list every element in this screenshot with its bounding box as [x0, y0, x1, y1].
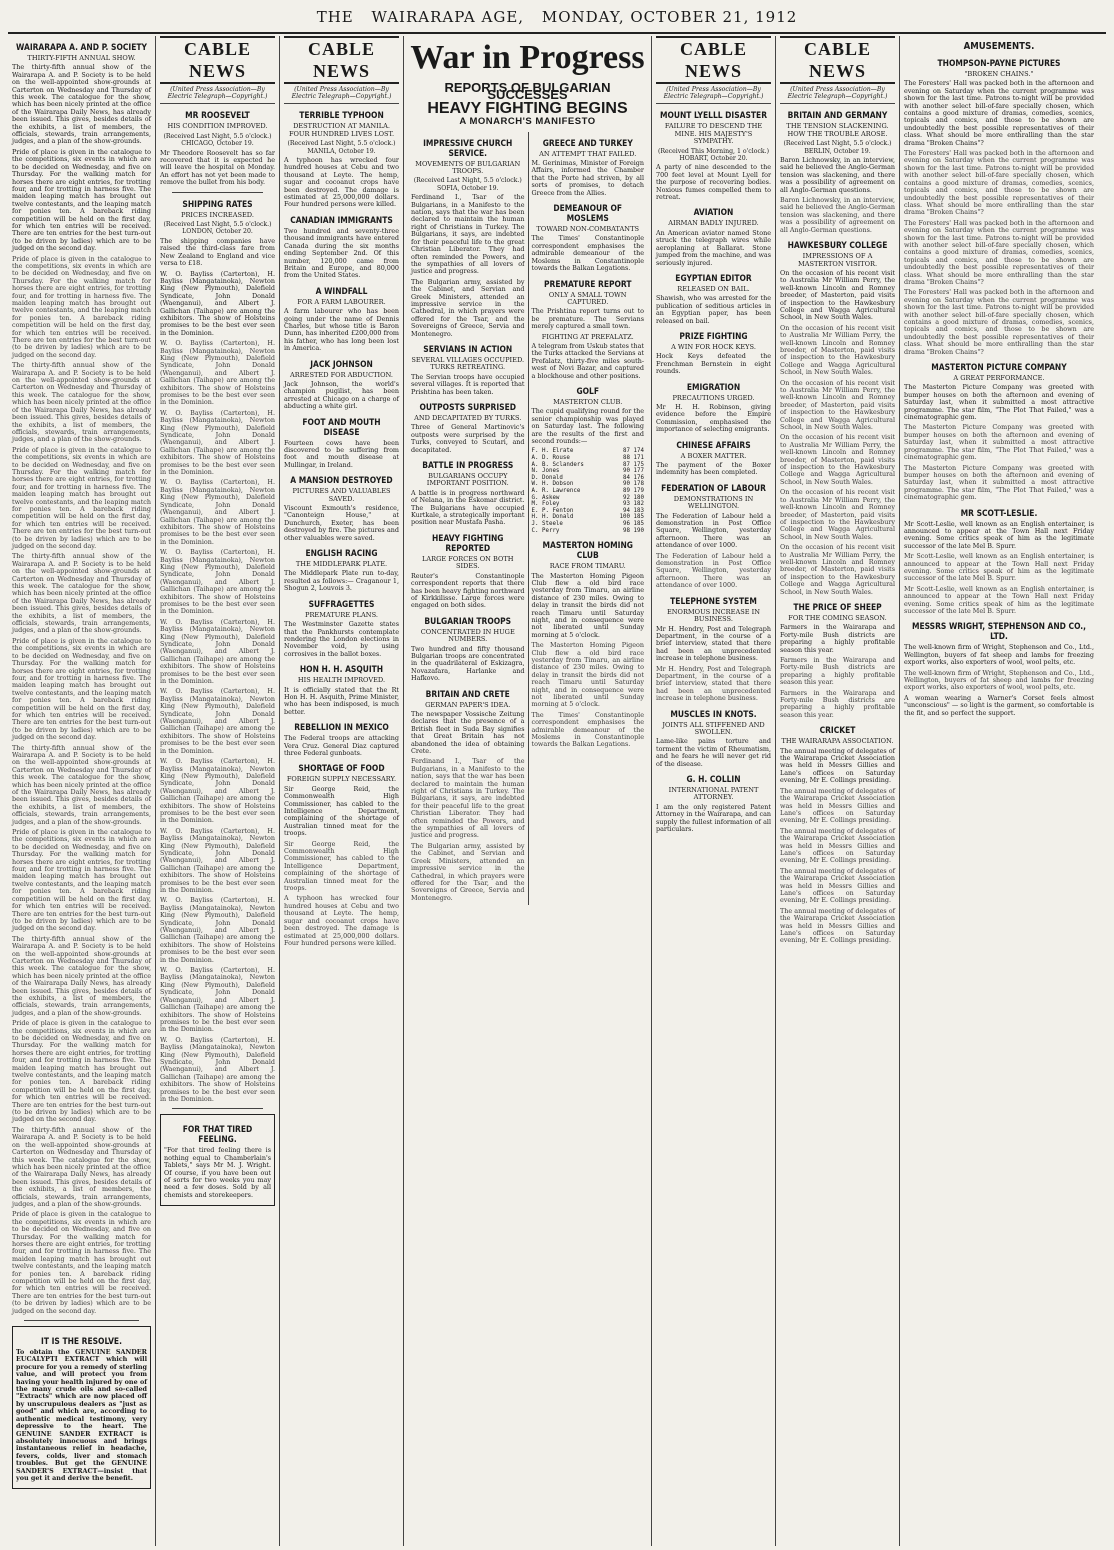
heading: EMIGRATION — [686, 381, 741, 392]
ad-heading: FOR THAT TIRED FEELING. — [182, 1124, 253, 1145]
article-text: W. O. Bayliss (Carterton), H. Bayliss (Mangatainoka), Newton King (New Plymouth), Dalefield Syndicate, John Donald (Waenganui), and Albert J. Gallichan (Taihape) are among the exhibitors. The show of Holsteins promises to be the best ever seen in the Dominion. — [160, 548, 275, 616]
heading: IMPRESSIVE CHURCH SERVICE. — [423, 137, 513, 158]
score-row — [532, 521, 645, 528]
dateline: (Received Last Night, 5.5 o'clock.) MANILA, October 19. — [287, 140, 396, 155]
article-text: The Times' Constantinople correspondent emphasises the admirable demeanour of the Moslems in Constantinople towards the Balkan Legations. — [531, 234, 644, 273]
masthead-title: WAIRARAPA AGE, — [371, 8, 525, 26]
subheading: GERMAN PAPER'S IDEA. — [425, 700, 511, 709]
heading: HEAVY FIGHTING REPORTED — [432, 532, 504, 553]
columns — [8, 36, 1106, 1546]
heading: AVIATION — [693, 207, 734, 218]
article-text: Pride of place is given in the catalogue to the competitions, six events in which are to be decided on Wednesday, and five on Thursday. For the walking match for horses there are eight entries, for trotting four, and for trotting in harness five. The maiden leaping match has brought out twelve contestants, and the leaping match for ponies ten. A bareback riding competition will be held on the first day, for which ten entries will be received. There are ten entries for the best turn-out (to be driven by ladies) which are to be judged on the second day. — [12, 254, 151, 359]
heading: BULGARIAN TROOPS — [424, 615, 512, 626]
subheading: A WIN FOR HOCK KEYS. — [671, 342, 756, 351]
article-text: On the occasion of his recent visit to Australia Mr William Perry, the well-known Lincoln and Romney breeder, of Masterton, paid visits of inspection to the Hawkesbury College and Wagga Agricultural School, in New South Wales. — [780, 268, 895, 322]
dateline: (Received Last Night, 5.5 o'clock.) LONDON, October 20. — [163, 221, 272, 236]
article-text: Pride of place is given in the catalogue to the competitions, six events in which are to be decided on Wednesday, and five on Thursday. For the walking match for horses there are eight entries, for trotting four, and for trotting in harness five. The maiden leaping match has brought out twelve contestants, and the leaping match for ponies ten. A bareback riding competition will be held on the first day, for which ten entries will be received. There are ten entries for the best turn-out (to be driven by ladies) which are to be judged on the second day. — [12, 445, 151, 550]
golf-scores — [532, 448, 645, 534]
advertisement — [12, 1326, 151, 1489]
masthead-date: MONDAY, OCTOBER 21, 1912 — [541, 8, 798, 26]
war-twin-columns — [408, 132, 647, 906]
heading: SERVIANS IN ACTION — [423, 343, 513, 354]
heading: WAIRARAPA A. AND P. SOCIETY — [16, 42, 147, 52]
article-text: Pride of place is given in the catalogue to the competitions, six events in which are to be decided on Wednesday, and five on Thursday. For the walking match for horses there are eight entries, for trotting four, and for trotting in harness five. The maiden leaping match has brought out twelve contestants, and the leaping match for ponies ten. A bareback riding competition will be held on the first day, for which ten entries will be received. There are ten entries for the best turn-out (to be driven by ladies) which are to be judged on the second day. — [12, 636, 151, 742]
subheading: FAILURE TO DESCEND THE MINE. HIS MAJESTY'S SYMPATHY. — [664, 122, 763, 146]
article-text: Mr H. Hendry, Post and Telegraph Department, in the course of a brief interview, stated that there had been an unprecedented increase in telephone business. — [656, 624, 771, 663]
score-row — [532, 462, 645, 469]
player-score: 90 178 — [623, 481, 644, 488]
article-text: Viscount Exmouth's residence, "Canonteign House," at Dunchurch, Exeter, has been destroyed by fire. The pictures and other valuables were saved. — [284, 504, 399, 542]
masthead-rule — [8, 32, 1106, 34]
article-text: Two hundred and fifty thousand Bulgarian troops are concentrated in the quadrilateral of Eskizagra, Novazafara, Harlanke and Hafkovo. — [411, 644, 525, 683]
divider — [24, 1320, 139, 1321]
article-text: Farmers in the Wairarapa and Forty-mile Bush districts are preparing a highly profitable season this year. — [780, 656, 895, 687]
war-left — [408, 132, 528, 906]
subheading: "BROKEN CHAINS." — [964, 70, 1034, 78]
subheading: MOVEMENTS OF BULGARIAN TROOPS. — [415, 159, 521, 176]
article-text: Reuter's Constantinople correspondent reports that there has been heavy fighting northward of Kirkkilisse. Large forces were engaged on both sides. — [411, 571, 525, 610]
heading: TELEPHONE SYSTEM — [670, 595, 757, 606]
article-text: Shawish, who was arrested for the publication of seditious articles in an Egyptian paper, has been released on bail. — [656, 294, 771, 325]
player-score: 96 185 — [623, 520, 644, 527]
player-score: 92 180 — [623, 494, 644, 501]
heading: HON H. H. ASQUITH — [299, 664, 384, 675]
article-text: Ferdinand I., Tsar of the Bulgarians, in a Manifesto to the nation, says that the war has been declared to maintain the human right of Christians in Turkey. The Bulgarians, it says, are indebted for their peaceful life to the great Christian Liberator. They had often reminded the Powers, and the sympathies of all lovers of justice and progress. — [411, 193, 525, 276]
article-text: Hock Keys defeated the Frenchman Bernstein in eight rounds. — [656, 352, 771, 376]
dateline: (Received Last Night, 5.5 o'clock.) BERLIN, October 19. — [783, 140, 892, 155]
dateline: (Received Last Night, 5.5 o'clock.) CHICAGO, October 19. — [163, 132, 272, 148]
divider — [172, 192, 263, 193]
heading: CRICKET — [819, 725, 856, 736]
article-text: The Bulgarian army, assisted by the Cabinet, and Servian and Greek Ministers, attended an impressive service in the Cathedral, in which prayers were offered for the Tsar, and the Sovereigns of Greece, Servia and Montenegro. — [411, 277, 525, 338]
subheading: ENORMOUS INCREASE IN BUSINESS. — [666, 607, 761, 624]
score-row — [532, 475, 645, 482]
article-text: The Masterton Homing Pigeon Club flew a old bird race yesterday from Timaru, an airline distance of 230 miles. Owing to delay in transit the birds did not reach Timaru until Saturday night, and in consequence were not liberated until Sunday morning at 5 o'clock. — [531, 571, 644, 639]
cable-news-banner: CABLE NEWS — [284, 36, 399, 84]
player-name: G. Askew — [531, 494, 560, 501]
subheading: FOR A FARM LABOURER. — [297, 297, 386, 306]
player-name: H. H. Donald — [531, 514, 574, 521]
divider — [172, 1108, 263, 1109]
article-text: The Prishtina report turns out to be premature. The Servians merely captured a small town. — [531, 307, 644, 331]
article-text: Farmers in the Wairarapa and Forty-mile Bush districts are preparing a highly profitable season this year. — [780, 688, 895, 719]
heading: TERRIBLE TYPHOON — [299, 110, 384, 121]
article-text: Mr Scott-Leslie, well known as an English entertainer, is announced to appear at the Town Hall next Friday evening. Some critics speak of him as the legitimate successor of the late Mel B. Spurr. — [904, 584, 1094, 615]
heading: CANADIAN IMMIGRANTS — [290, 214, 393, 225]
player-score: 90 177 — [623, 468, 644, 475]
player-score: 87 175 — [623, 461, 644, 468]
article-text: The annual meeting of delegates of the Wairarapa Cricket Association was held in Messrs Gillies and Lane's offices on Saturday evening, Mr E. Collings presiding. — [780, 786, 895, 825]
article-text: M. Gerinimas, Minister of Foreign Affairs, informed the Chamber that the Porte had striven, by all sorts of promises, to detach Greece from the Allies. — [531, 159, 644, 197]
article-text: The payment of the Boxer indemnity has been completed. — [656, 461, 771, 477]
article-text: The thirty-fifth annual show of the Wairarapa A. and P. Society is to be held on the well-appointed show-grounds at Carterton on Wednesday and Thursday of this week. The catalogue for the show, which has been nicely printed at the office of the Wairarapa Daily News, has already been issued. This gives, besides details of the exhibits, a list of members, the officials, stewards, train arrangements, judges, and a plan of the show-grounds. — [12, 743, 151, 826]
article-text: Mr Theodore Roosevelt has so far recovered that it is expected he will leave the hospital on Monday. An effort has not yet been made to remove the bullet from his body. — [160, 148, 275, 187]
subheading: MASTERTON CLUB. — [553, 397, 623, 406]
subheading: RELEASED ON BAIL. — [677, 284, 750, 293]
player-name: A. D. Rouse — [531, 455, 570, 461]
subheading: PRECAUTIONS URGED. — [672, 393, 755, 402]
article-text: A woman wearing a Warner's Corset feels almost "unconscious" — so light is the garment, so comfortable is the fit, and so perfect the support. — [904, 693, 1094, 717]
subheading: PICTURES AND VALUABLES SAVED. — [292, 487, 391, 503]
article-text: The newspaper Vossische Zeitung declares that the presence of a British fleet in Suda Bay signifies that Great Britain has not abandoned the idea of obtaining Crete. — [411, 709, 525, 755]
heading: THOMPSON-PAYNE PICTURES — [937, 58, 1061, 68]
subheading: IMPRESSIONS OF A MASTERTON VISITOR. — [797, 252, 878, 268]
subheading: A BOXER MATTER. — [680, 451, 747, 460]
heading: HAWKESBURY COLLEGE — [787, 240, 888, 251]
heading: SHORTAGE OF FOOD — [298, 763, 385, 774]
subheading: FOREIGN SUPPLY NECESSARY. — [286, 775, 397, 784]
subheading: RACE FROM TIMARU. — [549, 562, 626, 571]
player-name: W. H. Dobson — [531, 481, 574, 488]
score-row — [532, 495, 645, 502]
heading: DEMEANOUR OF MOSLEMS — [553, 203, 623, 224]
article-text: The well-known firm of Wright, Stephenson and Co., Ltd., Wellington, buyers of fat sheep and lambs for freezing export works, also exporters of wool, wool pelts, etc. — [904, 643, 1094, 667]
ad-heading: IT IS THE RESOLVE. — [41, 1336, 122, 1347]
heading: FOOT AND MOUTH DISEASE — [302, 416, 381, 437]
article-text: Three of General Martinovic's outposts were surprised by the Turks, conveyed to Scutari, and decapitated. — [411, 423, 525, 454]
player-score: 89 179 — [623, 487, 644, 494]
heading: BATTLE IN PROGRESS — [422, 460, 514, 471]
article-text: Jack Johnson, the world's champion pugilist, has been arrested at Chicago on a charge of abducting a white girl. — [284, 379, 399, 411]
heading: MUSCLES IN KNOTS. — [670, 708, 757, 719]
subheading: INTERNATIONAL PATENT ATTORNEY. — [668, 786, 759, 802]
subheading: AN ATTEMPT THAT FAILED. — [539, 149, 637, 158]
player-name: A. B. Sclanders — [531, 461, 584, 468]
article-text: The thirty-fifth annual show of the Wairarapa A. and P. Society is to be held on the well-appointed show-grounds at Carterton on Wednesday and Thursday of this week. The catalogue for the show, which has been nicely printed at the office of the Wairarapa Daily News, has already been issued. This gives, besides details of the exhibits, a list of members, the officials, stewards, train arrangements, judges, and a plan of the show-grounds. — [12, 1125, 151, 1208]
masthead — [0, 8, 1114, 30]
article-text: The thirty-fifth annual show of the Wairarapa A. and P. Society is to be held on the well-appointed show-grounds at Carterton on Wednesday and Thursday of this week. The catalogue for the show, which has been nicely printed at the office of the Wairarapa Daily News, has already been issued. This gives, besides details of the exhibits, a list of members, the officials, stewards, train arrangements, judges, and a plan of the show-grounds. — [12, 552, 151, 635]
heading: REBELLION IN MEXICO — [294, 722, 389, 733]
article-text: The Foresters' Hall was packed both in the afternoon and evening on Saturday when the current programme was shown for the last time. Patrons to-night will be provided with another select bill-of-fare specially chosen, which contains a good mixture of dramas, comedies, scenics, topicals and comics, and those to be shown are undoubtedly the best possible representatives of their class. What should be more enthralling than the star drama "Broken Chains"? — [904, 218, 1094, 286]
subheading: CONCENTRATED IN HUGE NUMBERS. — [420, 627, 515, 644]
war-headline: War in Progress — [410, 39, 645, 76]
score-row — [532, 468, 645, 475]
subheading: JOINTS ALL STIFFENED AND SWOLLEN. — [662, 720, 765, 736]
heading: PREMATURE REPORT — [544, 278, 632, 289]
subheading: THIRTY-FIFTH ANNUAL SHOW. — [27, 54, 136, 62]
article-text: The Masterton Picture Company was greeted with bumper houses on both the afternoon and evening of Saturday last, when it submitted a most attractive programme. The star film, "The Plot That Failed," was a cinematographic gem. — [904, 463, 1094, 502]
article-text: The Masterton Picture Company was greeted with bumper houses on both the afternoon and evening of Saturday last, when it submitted a most attractive programme. The star film, "The Plot That Failed," was a cinematographic gem. — [904, 383, 1094, 422]
article-text: The Times' Constantinople correspondent emphasises the admirable demeanour of the Moslems in Constantinople towards the Balkan Legations. — [531, 710, 644, 749]
subheading: ARRESTED FOR ABDUCTION. — [289, 370, 393, 379]
article-text: The shipping companies have raised the third-class fare from New Zealand to England and vice versa to £18. — [160, 236, 275, 268]
article-text: A farm labourer who has been going under the name of Dennis Charles, but whose title is Baron Dunn, has inherited £200,000 from his father, who has long been lost in America. — [284, 307, 399, 353]
subheading: HIS HEALTH IMPROVED. — [297, 676, 386, 685]
article-text: The thirty-fifth annual show of the Wairarapa A. and P. Society is to be held on the well-appointed show-grounds at Carterton on Wednesday and Thursday of this week. The catalogue for the show, which has been nicely printed at the office of the Wairarapa Daily News, has already been issued. This gives, besides details of the exhibits, a list of members, the officials, stewards, train arrangements, judges, and a plan of the show-grounds. — [12, 63, 151, 146]
column-6 — [652, 36, 776, 1546]
war-right — [528, 132, 648, 906]
dateline: (Received Last Night, 5.5 o'clock.) SOFIA, October 19. — [413, 177, 522, 192]
article-text: The well-known firm of Wright, Stephenson and Co., Ltd., Wellington, buyers of fat sheep and lambs for freezing export works, also exporters of wool, wool pelts, etc. — [904, 668, 1094, 692]
subheading: BULGARIANS OCCUPY IMPORTANT POSITION. — [426, 472, 509, 488]
article-text: Pride of place is given in the catalogue to the competitions, six events in which are to be decided on Wednesday, and five on Thursday. For the walking match for horses there are eight entries, for trotting four, and for trotting in harness five. The maiden leaping match has brought out twelve contestants, and the leaping match for ponies ten. A bareback riding competition will be held on the first day, for which ten entries will be received. There are ten entries for the best turn-out (to be driven by ladies) which are to be judged on the second day. — [12, 147, 151, 253]
article-text: It is officially stated that the Rt Hon H. H. Asquith, Prime Minister, who has been indisposed, is much better. — [284, 685, 399, 716]
heading: GOLF — [576, 385, 600, 396]
column-7 — [776, 36, 900, 1546]
article-text: W. O. Bayliss (Carterton), H. Bayliss (Mangatainoka), Newton King (New Plymouth), Dalefield Syndicate, John Donald (Waenganui), and Albert J. Gallichan (Taihape) are among the exhibitors. The show of Holsteins promises to be the best ever seen in the Dominion. — [160, 269, 275, 337]
war-subheadline: HEAVY FIGHTING BEGINS — [427, 99, 628, 117]
score-row — [532, 514, 645, 521]
article-text: Baron Lichnowsky, in an interview, said he believed the Anglo-German tension was slackening, and there was a possibility of agreement on all Anglo-German questions. — [780, 156, 895, 194]
column-1 — [8, 36, 156, 1546]
article-text: A party of nine descended to the 700 feet level at Mount Lyell for the purpose of recovering bodies. Noxious fumes compelled them to retreat. — [656, 163, 771, 202]
dateline: (Received This Morning, 1 o'clock.) HOBART, October 20. — [657, 147, 770, 163]
column-2 — [156, 36, 280, 1546]
heading: GREECE AND TURKEY — [542, 137, 633, 148]
subheading: SEVERAL VILLAGES OCCUPIED. TURKS RETREATING. — [411, 355, 525, 372]
heading: G. H. COLLIN — [686, 774, 741, 784]
subheading: ONLY A SMALL TOWN CAPTURED. — [548, 290, 627, 306]
article-text: Sir George Reid, the Commonwealth High Commissioner, has cabled to the Intelligence Department, complaining of the shortage of Australian tinned meat for the troops. — [284, 839, 399, 893]
article-text: The Westminster Gazette states that the Pankhursts contemplate rendering the London elections in November void, by using corrosives in the ballot boxes. — [284, 620, 399, 658]
article-text: The thirty-fifth annual show of the Wairarapa A. and P. Society is to be held on the well-appointed show-grounds at Carterton on Wednesday and Thursday of this week. The catalogue for the show, which has been nicely printed at the office of the Wairarapa Daily News, has already been issued. This gives, besides details of the exhibits, a list of members, the officials, stewards, train arrangements, judges, and a plan of the show-grounds. — [12, 934, 151, 1017]
ad-text: To obtain the GENUINE SANDER EUCALYPTI EXTRACT which will procure for you a remedy of sterling value, and will protect you from having your health injured by one of the many crude oils and so-called "Extracts" which are now placed off by unscrupulous dealers as "just as good" and which are, according to authentic medical testimony, very depressive to the heart. The GENUINE SANDER EXTRACT is absolutely innocuous and brings instantaneous relief in headache, fevers, colds, liver and stomach troubles. But get the GENUINE SANDER'S EXTRACT—insist that you get it and derive the benefit. — [16, 1348, 147, 1482]
article-text: On the occasion of his recent visit to Australia Mr William Perry, the well-known Lincoln and Romney breeder, of Masterton, paid visits of inspection to the Hawkesbury College and Wagga Agricultural School, in New South Wales. — [780, 543, 895, 596]
player-name: F. H. Elrate — [531, 448, 574, 455]
article-text: The Masterton Homing Pigeon Club flew a old bird race yesterday from Timaru, an airline distance of 230 miles. Owing to delay in transit the birds did not reach Timaru until Saturday night, and in consequence were not liberated until Sunday morning at 5 o'clock. — [531, 641, 644, 709]
article-text: The Foresters' Hall was packed both in the afternoon and evening on Saturday when the current programme was shown for the last time. Patrons to-night will be provided with another select bill-of-fare specially chosen, which contains a good mixture of dramas, comedies, scenics, topicals and comics, and those to be shown are undoubtedly the best possible representatives of their class. What should be more enthralling than the star drama "Broken Chains"? — [904, 288, 1094, 356]
article-text: W. O. Bayliss (Carterton), H. Bayliss (Mangatainoka), Newton King (New Plymouth), Dalefield Syndicate, John Donald (Waenganui), and Albert J. Gallichan (Taihape) are among the exhibitors. The show of Holsteins promises to be the best ever seen in the Dominion. — [160, 339, 275, 407]
player-score: 100 185 — [619, 514, 644, 521]
subheading: THE MIDDLEPARK PLATE. — [295, 560, 388, 569]
press-credit: (United Press Association—By Electric Telegraph—Copyright.) — [780, 86, 895, 104]
heading: FEDERATION OF LABOUR — [661, 482, 766, 493]
article-text: On the occasion of his recent visit to Australia Mr William Perry, the well-known Lincoln and Romney breeder, of Masterton, paid visits of inspection to the Hawkesbury College and Wagga Agricultural School, in New South Wales. — [780, 378, 895, 432]
article-text: The Foresters' Hall was packed both in the afternoon and evening on Saturday when the current programme was shown for the last time. Patrons to-night will be provided with another select bill-of-fare specially chosen, which contains a good mixture of dramas, comedies, scenics, topicals and comics, and those to be shown are undoubtedly the best possible representatives of their class. What should be more enthralling than the star drama "Broken Chains"? — [904, 79, 1094, 147]
article-text: Lame-like pains torture and torment the victim of Rheumatism, and he fears he will never get rid of the disease. — [656, 737, 771, 768]
heading: MR ROOSEVELT — [185, 110, 250, 121]
heading: MASTERTON HOMING CLUB — [542, 540, 633, 561]
article-text: The annual meeting of delegates of the Wairarapa Cricket Association was held in Messrs Gillies and Lane's offices on Saturday evening, Mr E. Collings presiding. — [780, 746, 895, 785]
article-text: The annual meeting of delegates of the Wairarapa Cricket Association was held in Messrs Gillies and Lane's offices on Saturday evening, Mr E. Collings presiding. — [780, 906, 895, 945]
heading: SUFFRAGETTES — [308, 598, 375, 609]
war-column — [404, 36, 652, 1546]
press-credit: (United Press Association—By Electric Telegraph—Copyright.) — [160, 86, 275, 104]
article-text: A battle is in progress northward of Nelana, in the Eskomar district. The Bulgarians have occupied Kurtkale, a strategically important position near Mustafa Pasha. — [411, 488, 525, 527]
article-text: The annual meeting of delegates of the Wairarapa Cricket Association was held in Messrs Gillies and Lane's offices on Saturday evening, Mr E. Collings presiding. — [780, 826, 895, 865]
subheading: THE TENSION SLACKENING. HOW THE TROUBLE AROSE. — [786, 122, 889, 138]
article-text: W. O. Bayliss (Carterton), H. Bayliss (Mangatainoka), Newton King (New Plymouth), Dalefield Syndicate, John Donald (Waenganui), and Albert J. Gallichan (Taihape) are among the exhibitors. The show of Holsteins promises to be the best ever seen in the Dominion. — [160, 757, 275, 825]
column-3 — [280, 36, 404, 1546]
heading: THE PRICE OF SHEEP — [793, 601, 882, 612]
player-name: M. Foley — [531, 501, 560, 508]
player-score: 98 190 — [623, 527, 644, 534]
article-text: W. O. Bayliss (Carterton), H. Bayliss (Mangatainoka), Newton King (New Plymouth), Dalefield Syndicate, John Donald (Waenganui), and Albert J. Gallichan (Taihape) are among the exhibitors. The show of Holsteins promises to be the best ever seen in the Dominion. — [160, 617, 275, 686]
player-name: C. Perry — [531, 527, 560, 534]
article-text: W. O. Bayliss (Carterton), H. Bayliss (Mangatainoka), Newton King (New Plymouth), Dalefield Syndicate, John Donald (Waenganui), and Albert J. Gallichan (Taihape) are among the exhibitors. The show of Holsteins promises to be the best ever seen in the Dominion. — [160, 478, 275, 546]
article-text: The Bulgarian army, assisted by the Cabinet, and Servian and Greek Ministers, attended an impressive service in the Cathedral, in which prayers were offered for the Tsar, and the Sovereigns of Greece, Servia and Montenegro. — [411, 841, 525, 902]
article-text: Mr H. H. Robinson, giving evidence before the Empire Commission, emphasised the importance of selecting emigrants. — [656, 402, 771, 434]
player-name: A. R. Lawrence — [531, 487, 581, 494]
article-text: An American aviator named Stone struck the telegraph wires while aeroplaning at Ballarat. Stone jumped from the machine, and was seriously injured. — [656, 228, 771, 267]
heading: JACK JOHNSON — [310, 358, 373, 369]
article-text: Baron Lichnowsky, in an interview, said he believed the Anglo-German tension was slackening, and there was a possibility of agreement on all Anglo-German questions. — [780, 196, 895, 234]
heading: MOUNT LYELLL DISASTER — [659, 110, 768, 121]
cable-news-banner: CABLE NEWS — [656, 36, 771, 84]
player-name: J. Steele — [531, 520, 563, 527]
column-8 — [900, 36, 1098, 1546]
article-text: Pride of place is given in the catalogue to the competitions, six events in which are to be decided on Wednesday, and five on Thursday. For the walking match for horses there are eight entries, for trotting four, and for trotting in harness five. The maiden leaping match has brought out twelve contestants, and the leaping match for ponies ten. A bareback riding competition will be held on the first day, for which ten entries will be received. There are ten entries for the best turn-out (to be driven by ladies) which are to be judged on the second day. — [12, 1210, 151, 1315]
player-name: N. Jones — [531, 468, 560, 475]
article-text: The thirty-fifth annual show of the Wairarapa A. and P. Society is to be held on the well-appointed show-grounds at Carterton on Wednesday and Thursday of this week. The catalogue for the show, which has been nicely printed at the office of the Wairarapa Daily News, has already been issued. This gives, besides details of the exhibits, a list of members, the officials, stewards, train arrangements, judges, and a plan of the show-grounds. — [12, 361, 151, 444]
ad-text: "For that tired feeling there is nothing equal to Chamberlain's Tablets," says Mr M. J. Wright. Of course, if you have been out of sorts for two weeks you may need a few doses. Sold by all chemists and storekeepers. — [164, 1146, 271, 1199]
score-row — [532, 501, 645, 508]
heading: ENGLISH RACING — [305, 548, 378, 559]
heading: OUTPOSTS SURPRISED — [419, 402, 516, 412]
score-row — [532, 481, 645, 488]
cable-news-banner: CABLE NEWS — [780, 36, 895, 84]
heading: CHINESE AFFAIRS — [676, 439, 751, 450]
subheading: FOR THE COMING SEASON. — [788, 613, 887, 622]
article-text: Mr Scott-Leslie, well known as an English entertainer, is announced to appear at the Town Hall next Friday evening. Some critics speak of him as the legitimate successor of the late Mel B. Spurr. — [904, 552, 1094, 583]
player-score: 87 174 — [623, 448, 644, 455]
subheading: A GREAT PERFORMANCE. — [953, 374, 1045, 383]
masthead-the: THE — [316, 8, 354, 26]
article-text: On the occasion of his recent visit to Australia Mr William Perry, the well-known Lincoln and Romney breeder, of Masterton, paid visits of inspection to the Hawkesbury College and Wagga Agricultural School, in New South Wales. — [780, 488, 895, 541]
player-score: 94 183 — [623, 507, 644, 514]
press-credit: (United Press Association—By Electric Telegraph—Copyright.) — [284, 86, 399, 104]
article-text: I am the only registered Patent Attorney in the Wairarapa, and can supply the fullest information of all particulars. — [656, 802, 771, 834]
war-subheadline: REPORTS OF BULGARIAN SUCCESSES — [444, 80, 611, 103]
article-text: The Federation of Labour held a demonstration in Post Office Square, Wellington, yesterday afternoon. There was an attendance of over 1000. — [656, 511, 771, 550]
heading: BRITAIN AND CRETE — [425, 688, 510, 699]
article-text: Farmers in the Wairarapa and Forty-mile Bush districts are preparing a highly profitable season this year. — [780, 623, 895, 654]
war-subheadline: A MONARCH'S MANIFESTO — [459, 116, 596, 128]
article-text: A telegram from Uskub states that the Turks attacked the Servians at Prefalatz, thirty-five miles south-west of Novi Bazar, and captured a blockhouse and other positions. — [531, 341, 644, 380]
article-text: Two hundred and seventy-three thousand immigrants have entered Canada during the six months ending September 2nd. Of this number, 120,000 came from Britain and Europe, and 80,000 from the United States. — [284, 226, 399, 280]
subheading: AIRMAN BADLY INJURED. — [668, 219, 759, 228]
heading: MASTERTON PICTURE COMPANY — [931, 362, 1067, 373]
heading: EGYPTIAN EDITOR — [675, 272, 752, 283]
article-text: A typhoon has wrecked four hundred houses at Cebu and two thousand at Leyte. The hemp, sugar and cocoanut crops have been destroyed. The damage is estimated at 25,000,000 dollars. Four hundred persons were killed. — [284, 156, 399, 209]
heading: A WINDFALL — [315, 285, 368, 296]
article-text: Pride of place is given in the catalogue to the competitions, six events in which are to be decided on Wednesday, and five on Thursday. For the walking match for horses there are eight entries, for trotting four, and for trotting in harness five. The maiden leaping match has brought out twelve contestants, and the leaping match for ponies ten. A bareback riding competition will be held on the first day, for which ten entries will be received. There are ten entries for the best turn-out (to be driven by ladies) which are to be judged on the second day. — [12, 828, 151, 933]
player-name: D. Donald — [531, 474, 563, 481]
subheading: LARGE FORCES ON BOTH SIDES. — [422, 554, 514, 571]
article-text: The Foresters' Hall was packed both in the afternoon and evening on Saturday when the current programme was shown for the last time. Patrons to-night will be provided with another select bill-of-fare specially chosen, which contains a good mixture of dramas, comedies, scenics, topicals and comics, and those to be shown are undoubtedly the best possible representatives of their class. What should be more enthralling than the star drama "Broken Chains"? — [904, 149, 1094, 217]
article-text: W. O. Bayliss (Carterton), H. Bayliss (Mangatainoka), Newton King (New Plymouth), Dalefield Syndicate, John Donald (Waenganui), and Albert J. Gallichan (Taihape) are among the exhibitors. The show of Holsteins promises to be the best ever seen in the Dominion. — [160, 687, 275, 755]
article-text: W. O. Bayliss (Carterton), H. Bayliss (Mangatainoka), Newton King (New Plymouth), Dalefield Syndicate, John Donald (Waenganui), and Albert J. Gallichan (Taihape) are among the exhibitors. The show of Holsteins promises to be the best ever seen in the Dominion. — [160, 1035, 275, 1103]
heading: MESSRS WRIGHT, STEPHENSON AND CO., LTD. — [911, 621, 1087, 642]
article-text: W. O. Bayliss (Carterton), H. Bayliss (Mangatainoka), Newton King (New Plymouth), Dalefield Syndicate, John Donald (Waenganui), and Albert J. Gallichan (Taihape) are among the exhibitors. The show of Holsteins promises to be the best ever seen in the Dominion. — [160, 966, 275, 1034]
subheading: THE WAIRARAPA ASSOCIATION. — [781, 737, 894, 746]
heading: SHIPPING RATES — [182, 198, 253, 209]
player-name: E. P. Fenton — [531, 507, 574, 514]
press-credit: (United Press Association—By Electric Telegraph—Copyright.) — [656, 86, 771, 104]
player-score: 84 176 — [623, 474, 644, 481]
article-text: Sir George Reid, the Commonwealth High Commissioner, has cabled to the Intelligence Department, complaining of the shortage of Australian tinned meat for the troops. — [284, 784, 399, 838]
heading: MR SCOTT-LESLIE. — [960, 507, 1038, 518]
article-text: The Middlepark Plate run to-day, resulted as follows:— Craganour 1, Shogun 2, Louvois 3. — [284, 569, 399, 593]
advertisement — [160, 1114, 275, 1206]
subheading: FIGHTING AT PREFALATZ. — [541, 332, 634, 341]
score-row — [532, 528, 645, 535]
article-text: The Servian troops have occupied several villages. It is reported that Prishtina has been taken. — [411, 372, 525, 396]
score-row — [532, 455, 645, 462]
subheading: HIS CONDITION IMPROVED. — [167, 122, 268, 131]
heading: AMUSEMENTS. — [963, 41, 1035, 52]
cable-news-banner: CABLE NEWS — [160, 36, 275, 84]
article-text: The annual meeting of delegates of the Wairarapa Cricket Association was held in Messrs Gillies and Lane's offices on Saturday evening, Mr E. Collings presiding. — [780, 866, 895, 905]
article-text: Mr H. Hendry, Post and Telegraph Department, in the course of a brief interview, stated that there had been an unprecedented increase in telephone business. — [656, 664, 771, 703]
score-row — [532, 448, 645, 455]
article-text: W. O. Bayliss (Carterton), H. Bayliss (Mangatainoka), Newton King (New Plymouth), Dalefield Syndicate, John Donald (Waenganui), and Albert J. Gallichan (Taihape) are among the exhibitors. The show of Holsteins promises to be the best ever seen in the Dominion. — [160, 408, 275, 477]
article-text: The Federation of Labour held a demonstration in Post Office Square, Wellington, yesterday afternoon. There was an attendance of over 1000. — [656, 551, 771, 590]
article-text: The Masterton Picture Company was greeted with bumper houses on both the afternoon and evening of Saturday last, when it submitted a most attractive programme. The star film, "The Plot That Failed," was a cinematographic gem. — [904, 423, 1094, 462]
score-row — [532, 508, 645, 515]
article-text: The cupid qualifying round for the senior championship was played on Saturday last. The following are the results of the first and second rounds:— — [531, 407, 644, 445]
score-row — [532, 488, 645, 495]
subheading: TOWARD NON-COMBATANTS — [536, 225, 639, 234]
article-text: Mr Scott-Leslie, well known as an English entertainer, is announced to appear at the Town Hall next Friday evening. Some critics speak of him as the legitimate successor of the late Mel B. Spurr. — [904, 519, 1094, 550]
subheading: PRICES INCREASED. — [181, 210, 254, 219]
heading: A MANSION DESTROYED — [290, 475, 393, 486]
article-text: Ferdinand I., Tsar of the Bulgarians, in a Manifesto to the nation, says that the war has been declared to maintain the human right of Christians in Turkey. The Bulgarians, it says, are indebted for their peaceful life to the great Christian Liberator. They had often reminded the Powers, and the sympathies of all lovers of justice and progress. — [411, 757, 525, 840]
heading: BRITAIN AND GERMANY — [787, 110, 888, 121]
article-text: Pride of place is given in the catalogue to the competitions, six events in which are to be decided on Wednesday, and five on Thursday. For the walking match for horses there are eight entries, for trotting four, and for trotting in harness five. The maiden leaping match has brought out twelve contestants, and the leaping match for ponies ten. A bareback riding competition will be held on the first day, for which ten entries will be received. There are ten entries for the best turn-out (to be driven by ladies) which are to be judged on the second day. — [12, 1019, 151, 1124]
article-text: Fourteen cows have been discovered to be suffering from foot and mouth disease at Mullingar, in Ireland. — [284, 438, 399, 469]
article-text: W. O. Bayliss (Carterton), H. Bayliss (Mangatainoka), Newton King (New Plymouth), Dalefield Syndicate, John Donald (Waenganui), and Albert J. Gallichan (Taihape) are among the exhibitors. The show of Holsteins promises to be the best ever seen in the Dominion. — [160, 826, 275, 894]
subheading: PREMATURE PLANS. — [305, 610, 378, 619]
subheading: DEMONSTRATIONS IN WELLINGTON. — [673, 494, 754, 511]
heading: PRIZE FIGHTING — [679, 330, 748, 341]
player-score: 88 171 — [623, 455, 644, 461]
article-text: W. O. Bayliss (Carterton), H. Bayliss (Mangatainoka), Newton King (New Plymouth), Dalefield Syndicate, John Donald (Waenganui), and Albert J. Gallichan (Taihape) are among the exhibitors. The show of Holsteins promises to be the best ever seen in the Dominion. — [160, 896, 275, 964]
article-text: A typhoon has wrecked four hundred houses at Cebu and two thousand at Leyte. The hemp, sugar and cocoanut crops have been destroyed. The damage is estimated at 25,000,000 dollars. Four hundred persons were killed. — [284, 894, 399, 947]
article-text: The Federal troops are attacking Vera Cruz. General Diaz captured three Federal gunboats. — [284, 734, 399, 757]
article-text: On the occasion of his recent visit to Australia Mr William Perry, the well-known Lincoln and Romney breeder, of Masterton, paid visits of inspection to the Hawkesbury College and Wagga Agricultural School, in New South Wales. — [780, 323, 895, 377]
article-text: On the occasion of his recent visit to Australia Mr William Perry, the well-known Lincoln and Romney breeder, of Masterton, paid visits of inspection to the Hawkesbury College and Wagga Agricultural School, in New South Wales. — [780, 433, 895, 486]
subheading: AND DECAPITATED BY TURKS. — [414, 414, 522, 422]
player-score: 93 182 — [623, 501, 644, 508]
subheading: DESTRUCTION AT MANILA. FOUR HUNDRED LIVES LOST. — [288, 122, 395, 138]
